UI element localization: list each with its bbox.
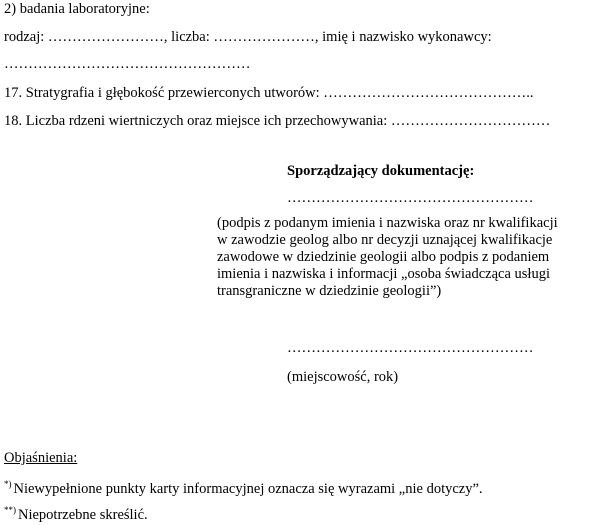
- signature-note-line: zawodowe w dziedzinie geologii albo podpis z podaniem: [217, 249, 550, 265]
- signature-note: [217, 215, 601, 300]
- explanations-heading: Objaśnienia:: [4, 450, 78, 466]
- signature-note-line: (podpis z podanym imienia i nazwiska oraz nr kwalifikacji: [217, 215, 558, 231]
- item-18-core-count: 18. Liczba rdzeni wiertniczych oraz miejsce ich przechowywania: ……………………………: [4, 113, 551, 129]
- signatory-heading: Sporządzający dokumentację:: [287, 163, 475, 179]
- lab-tests-line: 2) badania laboratoryjne:: [4, 1, 150, 17]
- place-year-label: (miejscowość, rok): [287, 369, 399, 385]
- item-17-stratigraphy: 17. Stratygrafia i głębokość przewierconych utworów: ……………………………………..: [4, 85, 534, 101]
- lab-continuation-line: ……………………………………………: [4, 56, 251, 72]
- signature-dotted-line: ……………………………………………: [287, 190, 534, 206]
- footnote-1: [4, 480, 483, 497]
- footnote-mark: **): [4, 505, 16, 515]
- footnote-text: Niewypełnione punkty karty informacyjnej oznacza się wyrazami „nie dotyczy”.: [13, 481, 483, 497]
- signature-note-line: transgraniczne w dziedzinie geologii”): [217, 283, 442, 299]
- lab-fields-line: rodzaj: ……………………, liczba: …………………, imię i nazwisko wykonawcy:: [4, 29, 492, 45]
- footnote-text: Niepotrzebne skreślić.: [18, 507, 148, 523]
- footnote-mark: *): [4, 479, 12, 489]
- place-dotted-line: ……………………………………………: [287, 340, 534, 356]
- signature-note-line: imienia i nazwiska i informacji „osoba świadcząca usługi: [217, 266, 550, 282]
- footnote-2: [4, 506, 148, 523]
- signature-note-line: w zawodzie geolog albo nr decyzji uznającej kwalifikacje: [217, 232, 553, 248]
